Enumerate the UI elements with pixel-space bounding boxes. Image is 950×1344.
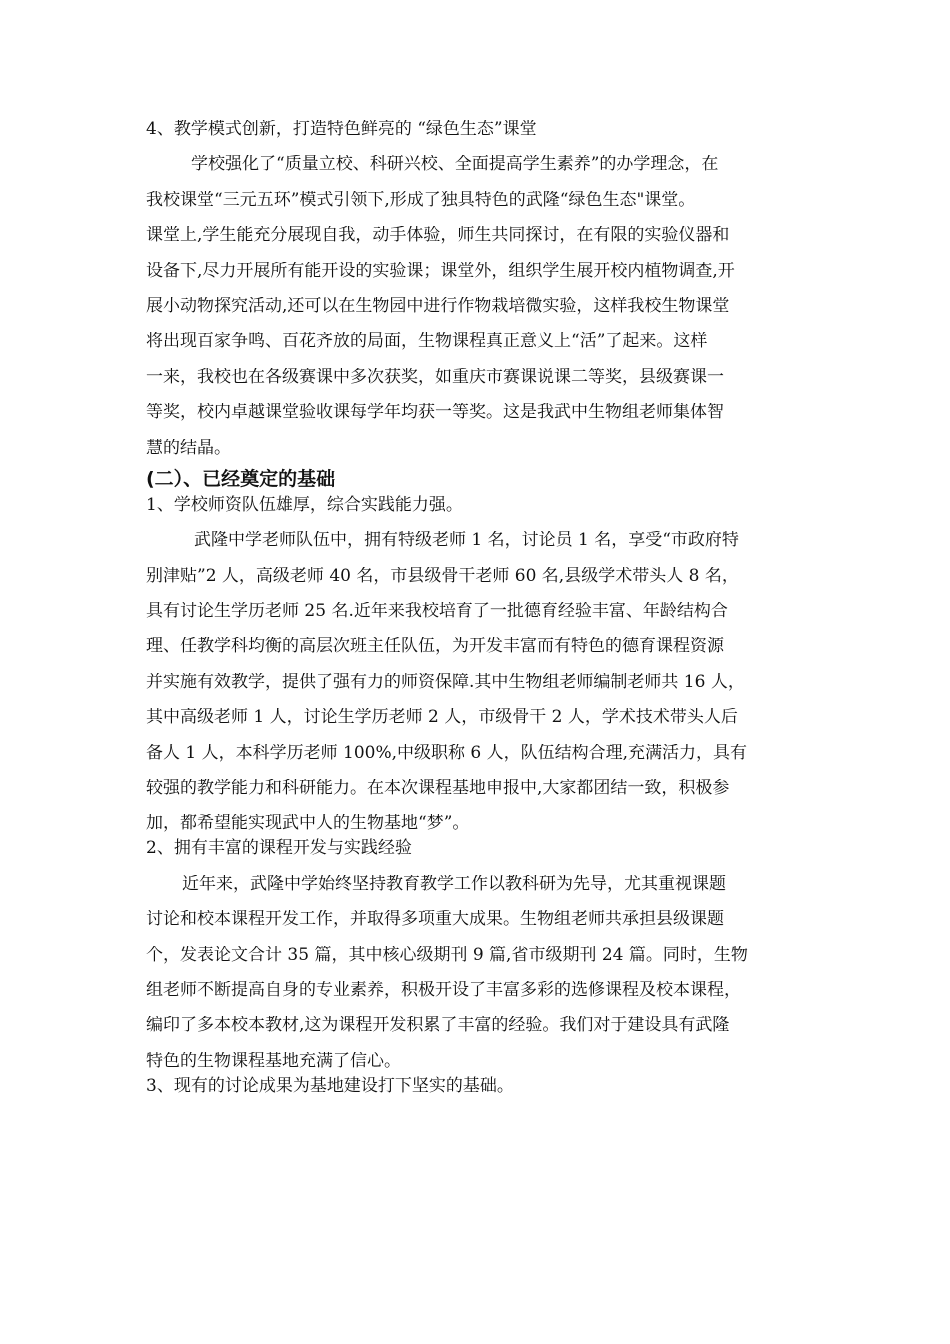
paragraph-line: 近年来，武隆中学始终坚持教育教学工作以教科研为先导，尤其重视课题 [182, 874, 726, 894]
paragraph-line: 特色的生物课程基地充满了信心。 [146, 1051, 401, 1071]
item-2-heading: 2、拥有丰富的课程开发与实践经验 [146, 838, 412, 859]
paragraph-line: 组老师不断提高自身的专业素养，积极开设了丰富多彩的选修课程及校本课程， [146, 980, 741, 1000]
paragraph-line: 个，发表论文合计 35 篇，其中核心级期刊 9 篇,省市级期刊 24 篇。同时，生物 [146, 945, 748, 965]
document-page [146, 120, 811, 1112]
paragraph-line: 加，都希望能实现武中人的生物基地“梦”。 [146, 814, 470, 834]
section-title: (二）、已经奠定的基础 [146, 467, 336, 490]
paragraph-line: 等奖，校内卓越课堂验收课每学年均获一等奖。这是我武中生物组老师集体智 [146, 403, 724, 423]
paragraph-line: 理、任教学科均衡的高层次班主任队伍，为开发丰富而有特色的德育课程资源 [146, 637, 724, 657]
paragraph-line: 较强的教学能力和科研能力。在本次课程基地申报中,大家都团结一致，积极参 [146, 779, 730, 799]
paragraph-line: 课堂上,学生能充分展现自我，动手体验，师生共同探讨，在有限的实验仪器和 [146, 226, 730, 246]
paragraph-line: 学校强化了“质量立校、科研兴校、全面提高学生素养”的办学理念，在 [191, 155, 719, 175]
item-3-heading: 3、现有的讨论成果为基地建设打下坚实的基础。 [146, 1075, 514, 1096]
paragraph-line: 备人 1 人，本科学历老师 100%,中级职称 6 人，队伍结构合理,充满活力，具有 [146, 743, 748, 763]
paragraph-line: 设备下,尽力开展所有能开设的实验课；课堂外，组织学生展开校内植物调查,开 [146, 261, 735, 281]
paragraph-line: 武隆中学老师队伍中，拥有特级老师 1 名，讨论员 1 名，享受“市政府特 [194, 531, 739, 551]
paragraph-line: 具有讨论生学历老师 25 名.近年来我校培育了一批德育经验丰富、年龄结构合 [146, 602, 728, 622]
paragraph-line: 并实施有效教学，提供了强有力的师资保障.其中生物组老师编制老师共 16 人， [146, 672, 745, 692]
paragraph-line: 编印了多本校本教材,这为课程开发积累了丰富的经验。我们对于建设具有武隆 [146, 1016, 730, 1036]
paragraph-line: 讨论和校本课程开发工作，并取得多项重大成果。生物组老师共承担县级课题 [146, 910, 724, 930]
paragraph-line: 其中高级老师 1 人，讨论生学历老师 2 人，市级骨干 2 人，学术技术带头人后 [146, 708, 738, 728]
paragraph-line: 慧的结晶。 [146, 438, 231, 458]
paragraph-line: 别津贴”2 人，高级老师 40 名，市县级骨干老师 60 名,县级学术带头人 8 名， [146, 566, 739, 586]
section-4-heading: 4、教学模式创新，打造特色鲜亮的 “绿色生态”课堂 [146, 120, 537, 139]
item-1-heading: 1、学校师资队伍雄厚，综合实践能力强。 [146, 494, 463, 515]
paragraph-line: 一来，我校也在各级赛课中多次获奖，如重庆市赛课说课二等奖，县级赛课一 [146, 367, 724, 387]
paragraph-line: 我校课堂“三元五环”模式引领下,形成了独具特色的武隆“绿色生态"课堂。 [146, 190, 696, 210]
paragraph-line: 将出现百家争鸣、百花齐放的局面，生物课程真正意义上“活”了起来。这样 [146, 332, 708, 352]
paragraph-line: 展小动物探究活动,还可以在生物园中进行作物栽培微实验，这样我校生物课堂 [146, 296, 730, 316]
